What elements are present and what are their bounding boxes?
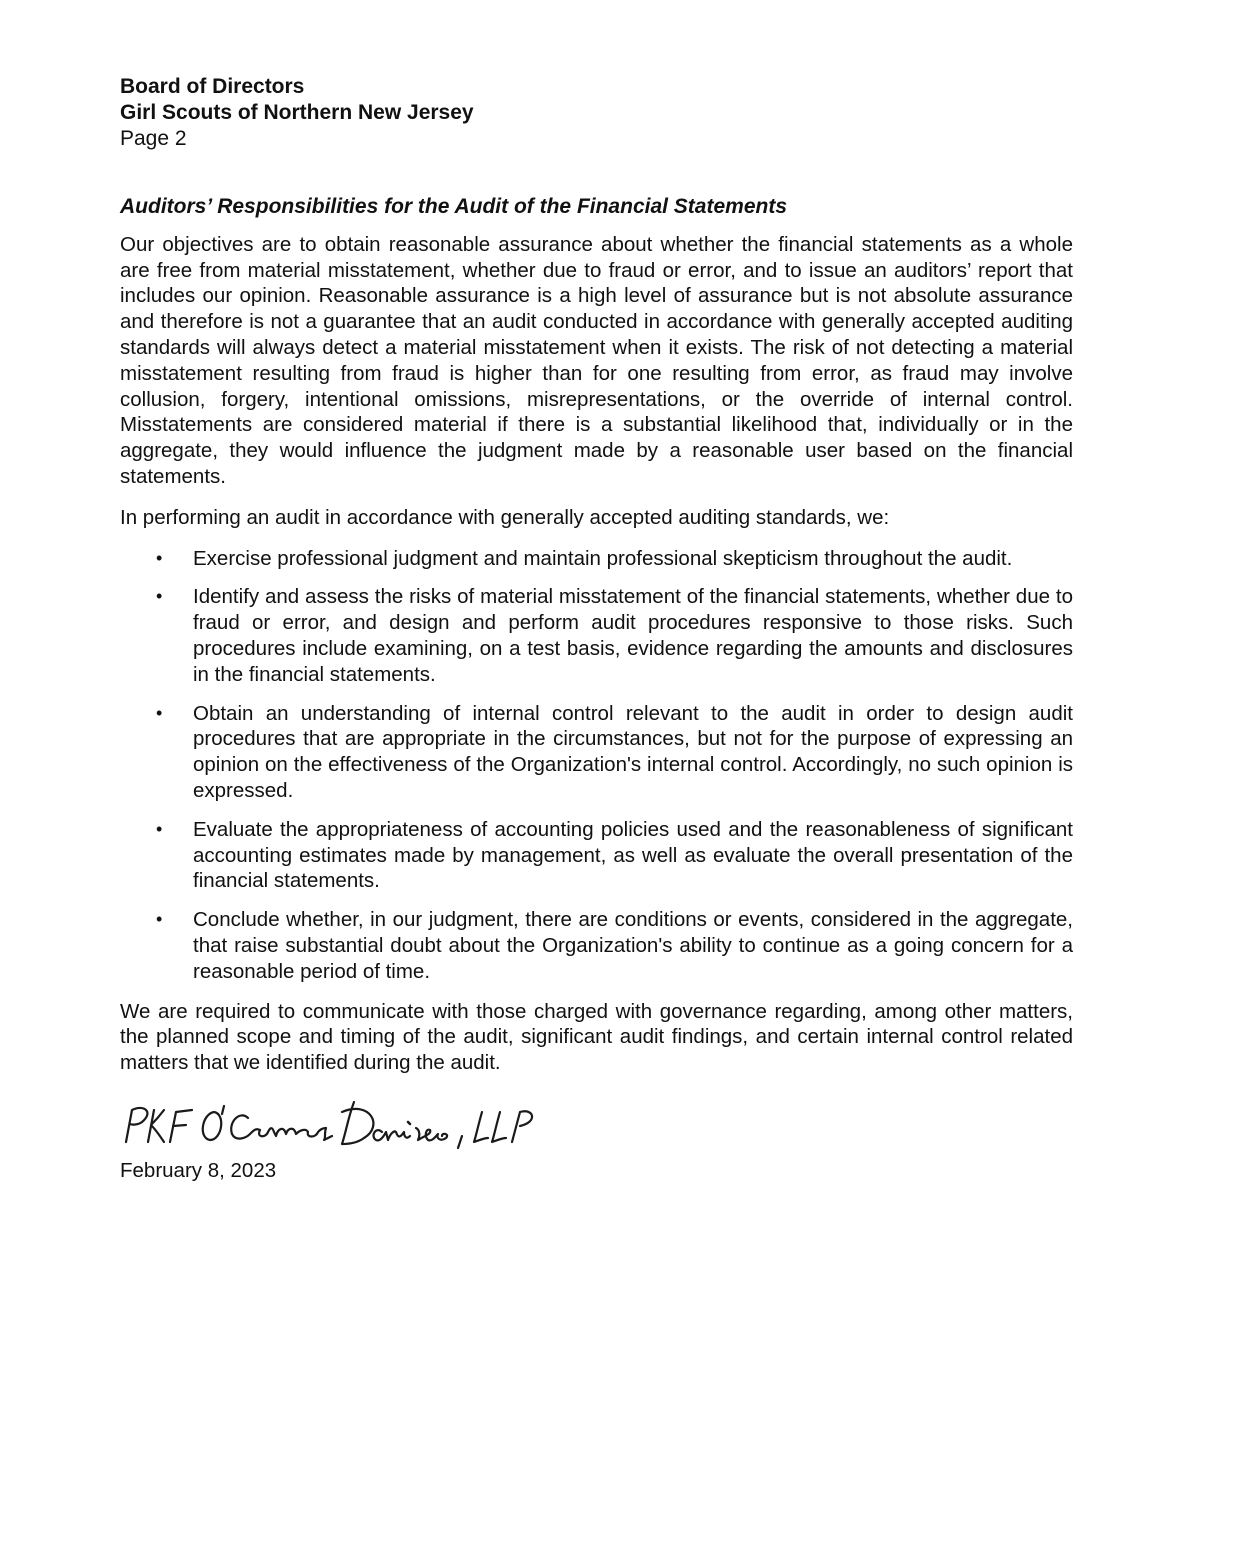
list-item: [120, 907, 1073, 984]
responsibilities-list: [120, 546, 1073, 985]
page-number: Page 2: [120, 127, 187, 150]
bullet-icon: •: [156, 909, 163, 930]
bullet-icon: •: [156, 702, 163, 723]
list-item: [120, 546, 1073, 572]
handwritten-signature: [120, 1092, 540, 1158]
organization-name: Girl Scouts of Northern New Jersey: [120, 101, 474, 124]
addressee: Board of Directors: [120, 75, 305, 98]
bullet-icon: •: [156, 547, 163, 568]
list-item: [120, 817, 1073, 894]
list-item-text: Identify and assess the risks of material misstatement of the financial statements, whether due to fraud or error, and design and perform audit procedures responsive to those risks. Such procedures include examining, on a test basis, evidence regarding the amounts and disclosures in the financial statements.: [193, 585, 1073, 686]
bullet-icon: •: [156, 586, 163, 607]
paragraph-intro-list: In performing an audit in accordance with generally accepted auditing standards, we:: [120, 505, 890, 529]
letter-header: [120, 74, 474, 152]
letter-date: February 8, 2023: [120, 1158, 277, 1182]
list-item-text: Exercise professional judgment and maintain professional skepticism throughout the audit.: [193, 546, 1013, 570]
bullet-icon: •: [156, 818, 163, 839]
list-item-text: Evaluate the appropriateness of accounting policies used and the reasonableness of significant accounting estimates made by management, as well as evaluate the overall presentation of the financial statements.: [193, 817, 1073, 893]
paragraph-communication: We are required to communicate with those charged with governance regarding, among other matters, the planned scope and timing of the audit, significant audit findings, and certain internal control related matters that we identified during the audit.: [120, 999, 1073, 1075]
list-item-text: Conclude whether, in our judgment, there are conditions or events, considered in the aggregate, that raise substantial doubt about the Organization's ability to continue as a going concern for a reasonable period of time.: [193, 908, 1073, 983]
paragraph-objectives: Our objectives are to obtain reasonable assurance about whether the financial statements as a whole are free from material misstatement, whether due to fraud or error, and to issue an auditors’ report that includes our opinion. Reasonable assurance is a high level of assurance but is not absolute assurance and therefore is not a guarantee that an audit conducted in accordance with generally accepted auditing standards will always detect a material misstatement when it exists. The risk of not detecting a material misstatement resulting from fraud is higher than for one resulting from error, as fraud may involve collusion, forgery, intentional omissions, misrepresentations, or the override of internal control. Misstatements are considered material if there is a substantial likelihood that, individually or in the aggregate, they would influence the judgment made by a reasonable user based on the financial statements.: [120, 232, 1073, 488]
letter-body: [120, 194, 1073, 1184]
list-item-text: Obtain an understanding of internal control relevant to the audit in order to design audit procedures that are appropriate in the circumstances, but not for the purpose of expressing an opinion on the effectiveness of the Organization's internal control. Accordingly, no such opinion is expressed.: [193, 701, 1073, 802]
section-heading: Auditors’ Responsibilities for the Audit of the Financial Statements: [120, 195, 788, 218]
list-item: [120, 584, 1073, 687]
firm-signature: [120, 1092, 1073, 1158]
list-item: [120, 701, 1073, 804]
